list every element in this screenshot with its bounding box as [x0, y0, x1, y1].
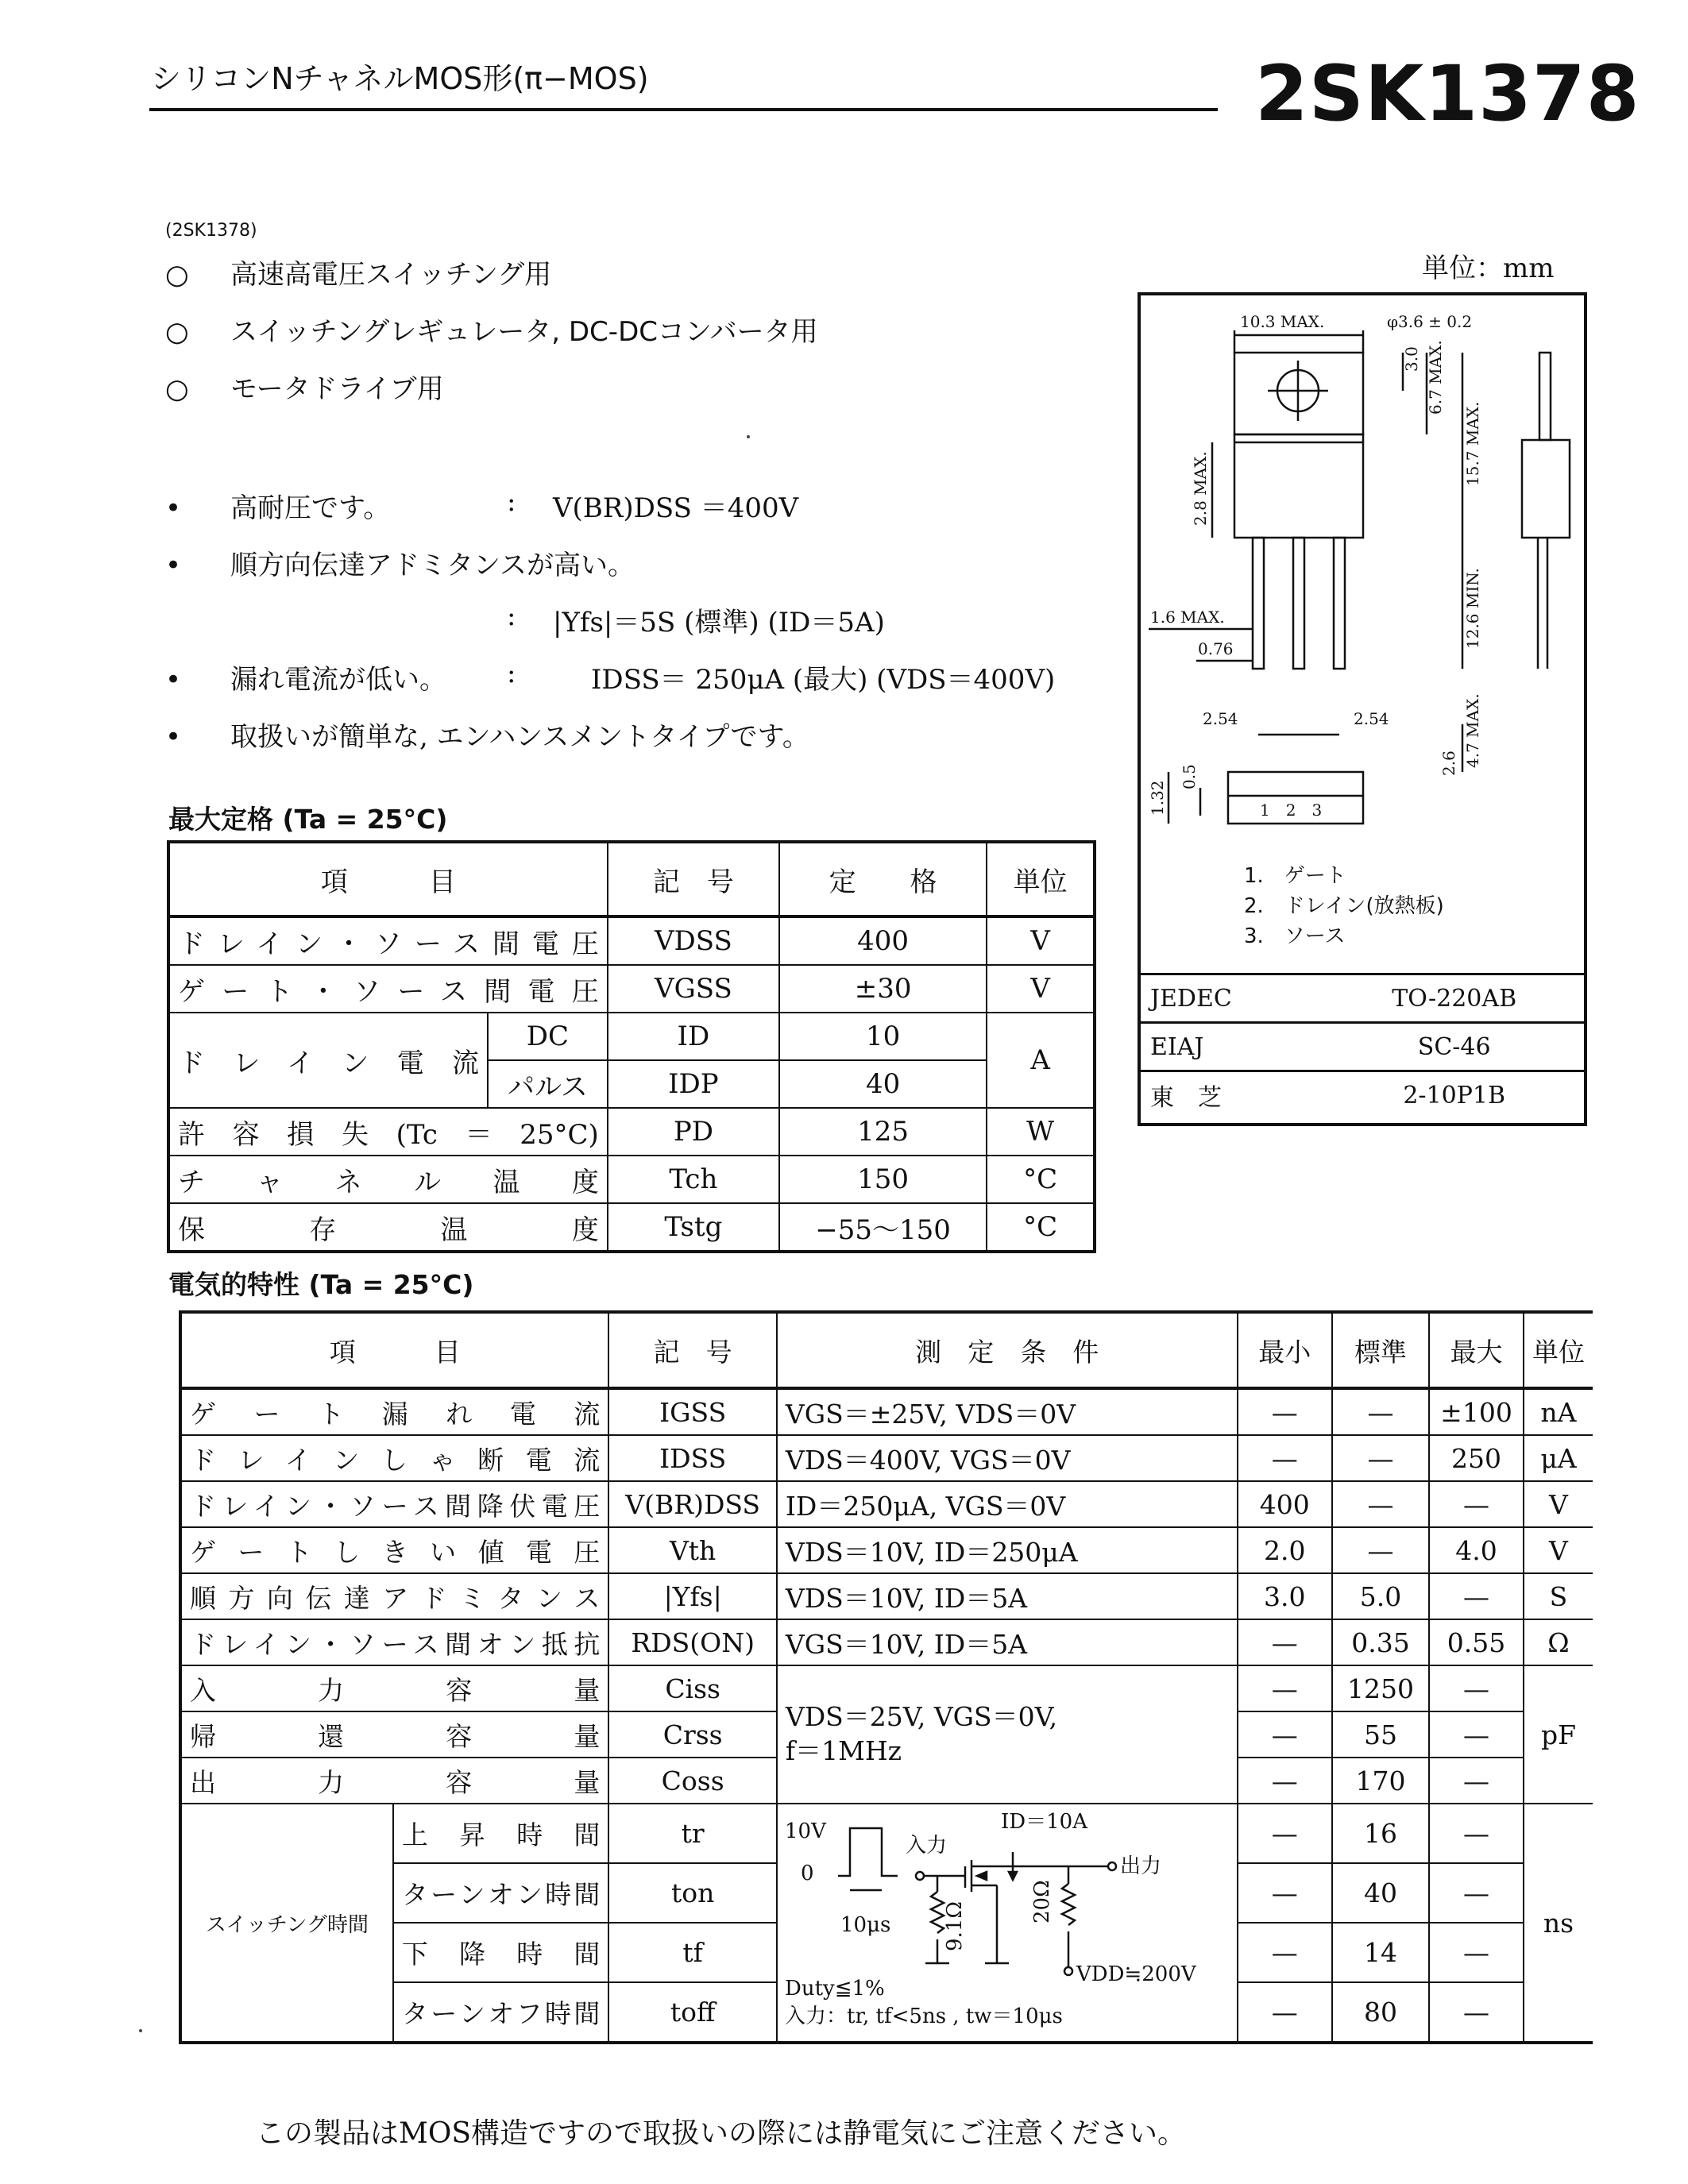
symbol-cell: IDSS: [608, 1435, 776, 1481]
table-header-row: [168, 842, 1095, 916]
max-ratings-title: 最大定格 (Ta = 25°C): [168, 804, 448, 835]
rating-cell: 10: [779, 1013, 987, 1060]
typ-cell: —: [1332, 1481, 1429, 1527]
header-max: 最大: [1429, 1312, 1524, 1388]
rating-cell: ±30: [779, 965, 987, 1013]
max-cell: —: [1429, 1804, 1524, 1863]
symbol-cell: ton: [608, 1863, 776, 1923]
standard-value: 2-10P1B: [1323, 1071, 1584, 1119]
item-cell: ドレイン電流: [168, 1013, 488, 1108]
application-item: [165, 310, 818, 349]
max-cell: —: [1429, 1481, 1524, 1527]
symbol-cell: Tch: [608, 1156, 779, 1203]
scan-speck: [747, 435, 750, 438]
item-cell: 順方向伝達アドミタンス: [180, 1573, 608, 1619]
min-cell: —: [1238, 1758, 1332, 1804]
unit-cell: V: [987, 916, 1095, 965]
symbol-cell: ID: [608, 1013, 779, 1060]
feature-item: [165, 600, 885, 639]
feature-colon: :: [507, 658, 516, 689]
dim-0-76: 0.76: [1198, 639, 1234, 658]
application-text: スイッチングレギュレータ, DC-DCコンバータ用: [230, 316, 818, 348]
header-symbol: 記 号: [608, 1312, 776, 1388]
standard-value: TO-220AB: [1323, 974, 1584, 1023]
rating-cell: 40: [779, 1060, 987, 1108]
header-item: 項 目: [168, 842, 608, 916]
standard-name: JEDEC: [1141, 974, 1323, 1023]
item-cell: ドレイン・ソース間降伏電圧: [180, 1481, 608, 1527]
feature-item: [165, 486, 799, 525]
dim-2-54-left: 2.54: [1203, 709, 1238, 728]
rating-cell: 125: [779, 1108, 987, 1156]
symbol-cell: Ciss: [608, 1665, 776, 1711]
dim-2-54-right: 2.54: [1354, 709, 1389, 728]
item-cell: ドレイン・ソース間オン抵抗: [180, 1619, 608, 1665]
dim-1-6: 1.6 MAX.: [1150, 608, 1225, 627]
header-item: 項 目: [180, 1312, 608, 1388]
symbol-cell: IDP: [608, 1060, 779, 1108]
unit-cell: ns: [1524, 1804, 1593, 2043]
item-cell: 許容損失(Tc＝25°C): [168, 1108, 608, 1156]
input-label: 入力: [905, 1834, 947, 1858]
header-typ: 標準: [1332, 1312, 1429, 1388]
symbol-cell: Coss: [608, 1758, 776, 1804]
standard-name: EIAJ: [1141, 1023, 1323, 1071]
typ-cell: 5.0: [1332, 1573, 1429, 1619]
package-drawing: [1141, 295, 1584, 970]
feature-text: 漏れ電流が低い。: [230, 664, 446, 696]
circle-bullet-icon: ○: [165, 316, 189, 348]
dim-width: 10.3 MAX.: [1240, 312, 1325, 331]
item-cell: 下降時間: [393, 1923, 609, 1982]
pulse-high-label: 10V: [784, 1819, 826, 1843]
typ-cell: 55: [1332, 1711, 1429, 1758]
circle-bullet-icon: ○: [165, 373, 189, 405]
bullet-icon: •: [165, 721, 182, 753]
feature-text: 高耐圧です。: [230, 492, 391, 524]
table-row: [168, 1156, 1095, 1203]
min-cell: 400: [1238, 1481, 1332, 1527]
switching-circuit-cell: [777, 1804, 1238, 2043]
scan-speck: [139, 2029, 142, 2032]
unit-cell: Ω: [1524, 1619, 1593, 1665]
symbol-cell: |Yfs|: [608, 1573, 776, 1619]
min-cell: —: [1238, 1923, 1332, 1982]
condition-cell: [777, 1665, 1238, 1804]
header-rating: 定 格: [779, 842, 987, 916]
rating-cell: 400: [779, 916, 987, 965]
unit-cell: V: [987, 965, 1095, 1013]
table-row: [168, 1108, 1095, 1156]
typ-cell: 40: [1332, 1863, 1429, 1923]
table-header-row: [180, 1312, 1593, 1388]
table-row: [1141, 1023, 1584, 1071]
header-unit: 単位: [987, 842, 1095, 916]
feature-colon: :: [507, 600, 516, 632]
application-item: [165, 367, 444, 406]
electrical-title: 電気的特性 (Ta = 25°C): [168, 1269, 474, 1300]
min-cell: —: [1238, 1619, 1332, 1665]
dim-0-5: 0.5: [1180, 764, 1199, 789]
pin-numbers: 1 2 3: [1260, 801, 1323, 820]
table-row: [168, 965, 1095, 1013]
rating-cell: 150: [779, 1156, 987, 1203]
min-cell: 3.0: [1238, 1573, 1332, 1619]
min-cell: —: [1238, 1863, 1332, 1923]
max-cell: —: [1429, 1758, 1524, 1804]
load-resistor-label: 20Ω: [1029, 1880, 1054, 1924]
sub-item-cell: DC: [488, 1013, 608, 1060]
electrical-table: [179, 1310, 1593, 2044]
max-ratings-table: [167, 840, 1096, 1253]
item-cell: ゲート・ソース間電圧: [168, 965, 608, 1013]
table-row: [180, 1481, 1593, 1527]
max-cell: —: [1429, 1863, 1524, 1923]
package-outline: [1138, 292, 1587, 1126]
part-reference: (2SK1378): [165, 221, 257, 241]
dim-1-32: 1.32: [1148, 780, 1167, 816]
max-cell: 4.0: [1429, 1527, 1524, 1573]
symbol-cell: RDS(ON): [608, 1619, 776, 1665]
min-cell: —: [1238, 1665, 1332, 1711]
symbol-cell: tf: [608, 1923, 776, 1982]
symbol-cell: tr: [608, 1804, 776, 1863]
dim-4-7: 4.7 MAX.: [1463, 693, 1482, 768]
header-symbol: 記 号: [608, 842, 779, 916]
table-row: [180, 1619, 1593, 1665]
max-cell: 250: [1429, 1435, 1524, 1481]
table-row: [180, 1665, 1593, 1711]
unit-cell: °C: [987, 1156, 1095, 1203]
condition-cell: VDS＝400V, VGS＝0V: [777, 1435, 1238, 1481]
condition-cell: VDS＝10V, ID＝250μA: [777, 1527, 1238, 1573]
unit-cell: V: [1524, 1481, 1593, 1527]
max-cell: —: [1429, 1711, 1524, 1758]
symbol-cell: toff: [608, 1982, 776, 2043]
min-cell: —: [1238, 1711, 1332, 1758]
symbol-cell: Crss: [608, 1711, 776, 1758]
typ-cell: —: [1332, 1388, 1429, 1435]
symbol-cell: IGSS: [608, 1388, 776, 1435]
item-cell: 出力容量: [180, 1758, 608, 1804]
item-cell: ゲートしきい値電圧: [180, 1527, 608, 1573]
sub-item-cell: パルス: [488, 1060, 608, 1108]
max-cell: —: [1429, 1982, 1524, 2043]
max-cell: ±100: [1429, 1388, 1524, 1435]
feature-text: 取扱いが簡単な, エンハンスメントタイプです。: [230, 721, 809, 753]
item-cell: ターンオフ時間: [393, 1982, 609, 2043]
dim-hole: φ3.6 ± 0.2: [1387, 312, 1473, 331]
cap-condition-line: f＝1MHz: [785, 1735, 902, 1766]
typ-cell: —: [1332, 1527, 1429, 1573]
unit-cell: nA: [1524, 1388, 1593, 1435]
table-row: [1141, 1071, 1584, 1119]
max-cell: 0.55: [1429, 1619, 1524, 1665]
application-text: モータドライブ用: [230, 373, 444, 405]
min-cell: —: [1238, 1804, 1332, 1863]
typ-cell: —: [1332, 1435, 1429, 1481]
min-cell: —: [1238, 1388, 1332, 1435]
min-cell: —: [1238, 1982, 1332, 2043]
typ-cell: 80: [1332, 1982, 1429, 2043]
standard-name: 東 芝: [1141, 1071, 1323, 1119]
max-cell: —: [1429, 1923, 1524, 1982]
table-row: [168, 1203, 1095, 1252]
min-cell: 2.0: [1238, 1527, 1332, 1573]
item-cell: 保存温度: [168, 1203, 608, 1252]
feature-value: |Yfs|＝5S (標準) (ID＝5A): [553, 607, 885, 639]
unit-cell: V: [1524, 1527, 1593, 1573]
table-row: [180, 1527, 1593, 1573]
package-standards-table: [1141, 973, 1584, 1118]
application-item: [165, 253, 551, 291]
header-subtitle: シリコンNチャネルMOS形(π−MOS): [151, 61, 649, 96]
standard-value: SC-46: [1323, 1023, 1584, 1071]
feature-text: 順方向伝達アドミタンスが高い。: [230, 550, 635, 581]
circle-bullet-icon: ○: [165, 259, 189, 291]
condition-cell: VDS＝10V, ID＝5A: [777, 1573, 1238, 1619]
dim-12-6: 12.6 MIN.: [1463, 568, 1482, 649]
symbol-cell: VDSS: [608, 916, 779, 965]
input-spec-label: 入力：tr, tf<5ns , tw＝10μs: [784, 2005, 1063, 2028]
cap-condition-line: VDS＝25V, VGS＝0V,: [785, 1701, 1058, 1733]
table-row: [180, 1388, 1593, 1435]
table-row: [180, 1435, 1593, 1481]
typ-cell: 1250: [1332, 1665, 1429, 1711]
duty-label: Duty≦1%: [784, 1977, 885, 2001]
unit-cell: °C: [987, 1203, 1095, 1252]
symbol-cell: Tstg: [608, 1203, 779, 1252]
condition-cell: VGS＝±25V, VDS＝0V: [777, 1388, 1238, 1435]
rating-cell: −55〜150: [779, 1203, 987, 1252]
item-cell: チャネル温度: [168, 1156, 608, 1203]
unit-cell: W: [987, 1108, 1095, 1156]
pin-item: 1. ゲート: [1244, 864, 1346, 888]
header-rule: [149, 108, 1218, 111]
dim-6-7: 6.7 MAX.: [1426, 340, 1445, 415]
dim-2-8: 2.8 MAX.: [1191, 451, 1210, 526]
typ-cell: 0.35: [1332, 1619, 1429, 1665]
table-row: [1141, 974, 1584, 1023]
table-row: [180, 1573, 1593, 1619]
dim-15-7: 15.7 MAX.: [1463, 401, 1482, 486]
pin-item: 3. ソース: [1244, 924, 1346, 948]
unit-cell: pF: [1524, 1665, 1593, 1804]
item-cell: 上昇時間: [393, 1804, 609, 1863]
typ-cell: 14: [1332, 1923, 1429, 1982]
item-cell: 帰還容量: [180, 1711, 608, 1758]
unit-cell: μA: [1524, 1435, 1593, 1481]
pin-item: 2. ドレイン(放熱板): [1244, 894, 1444, 918]
max-cell: —: [1429, 1573, 1524, 1619]
item-cell: ドレインしゃ断電流: [180, 1435, 608, 1481]
table-row: [180, 1804, 1593, 1863]
symbol-cell: V(BR)DSS: [608, 1481, 776, 1527]
unit-cell: S: [1524, 1573, 1593, 1619]
esd-warning-note: この製品はMOS構造ですので取扱いの際には静電気にご注意ください。: [256, 2117, 1187, 2150]
feature-value: IDSS＝ 250μA (最大) (VDS＝400V): [591, 664, 1056, 696]
dim-3-0: 3.0: [1402, 346, 1421, 372]
application-text: 高速高電圧スイッチング用: [230, 259, 552, 291]
vdd-label: VDD≒200V: [1076, 1962, 1196, 1986]
symbol-cell: Vth: [608, 1527, 776, 1573]
part-number: 2SK1378: [1255, 49, 1640, 138]
unit-note: 単位：mm: [1422, 253, 1555, 284]
gate-resistor-label: 9.1Ω: [942, 1901, 967, 1951]
header-condition: 測 定 条 件: [777, 1312, 1238, 1388]
pulse-width-label: 10μs: [840, 1913, 891, 1937]
item-cell: ドレイン・ソース間電圧: [168, 916, 608, 965]
header-unit: 単位: [1524, 1312, 1593, 1388]
feature-item: [165, 658, 1056, 696]
min-cell: —: [1238, 1435, 1332, 1481]
switching-test-circuit: [778, 1804, 1236, 2035]
pulse-low-label: 0: [800, 1862, 814, 1885]
switching-label: スイッチング時間: [180, 1804, 393, 2043]
symbol-cell: PD: [608, 1108, 779, 1156]
item-cell: ゲート漏れ電流: [180, 1388, 608, 1435]
typ-cell: 170: [1332, 1758, 1429, 1804]
unit-cell: A: [987, 1013, 1095, 1108]
bullet-icon: •: [165, 664, 182, 696]
symbol-cell: VGSS: [608, 965, 779, 1013]
feature-item: [165, 715, 809, 754]
bullet-icon: •: [165, 550, 182, 581]
item-cell: 入力容量: [180, 1665, 608, 1711]
table-row: [168, 916, 1095, 965]
dim-2-6: 2.6: [1439, 751, 1458, 776]
condition-cell: ID＝250μA, VGS＝0V: [777, 1481, 1238, 1527]
table-row: [168, 1013, 1095, 1060]
output-label: 出力: [1119, 1854, 1161, 1878]
header-min: 最小: [1238, 1312, 1332, 1388]
feature-value: V(BR)DSS ＝400V: [553, 492, 799, 524]
feature-colon: :: [507, 486, 516, 518]
max-cell: —: [1429, 1665, 1524, 1711]
condition-cell: VGS＝10V, ID＝5A: [777, 1619, 1238, 1665]
bullet-icon: •: [165, 492, 182, 524]
feature-item: [165, 543, 635, 582]
typ-cell: 16: [1332, 1804, 1429, 1863]
current-label: ID＝10A: [1000, 1810, 1087, 1834]
item-cell: ターンオン時間: [393, 1863, 609, 1923]
